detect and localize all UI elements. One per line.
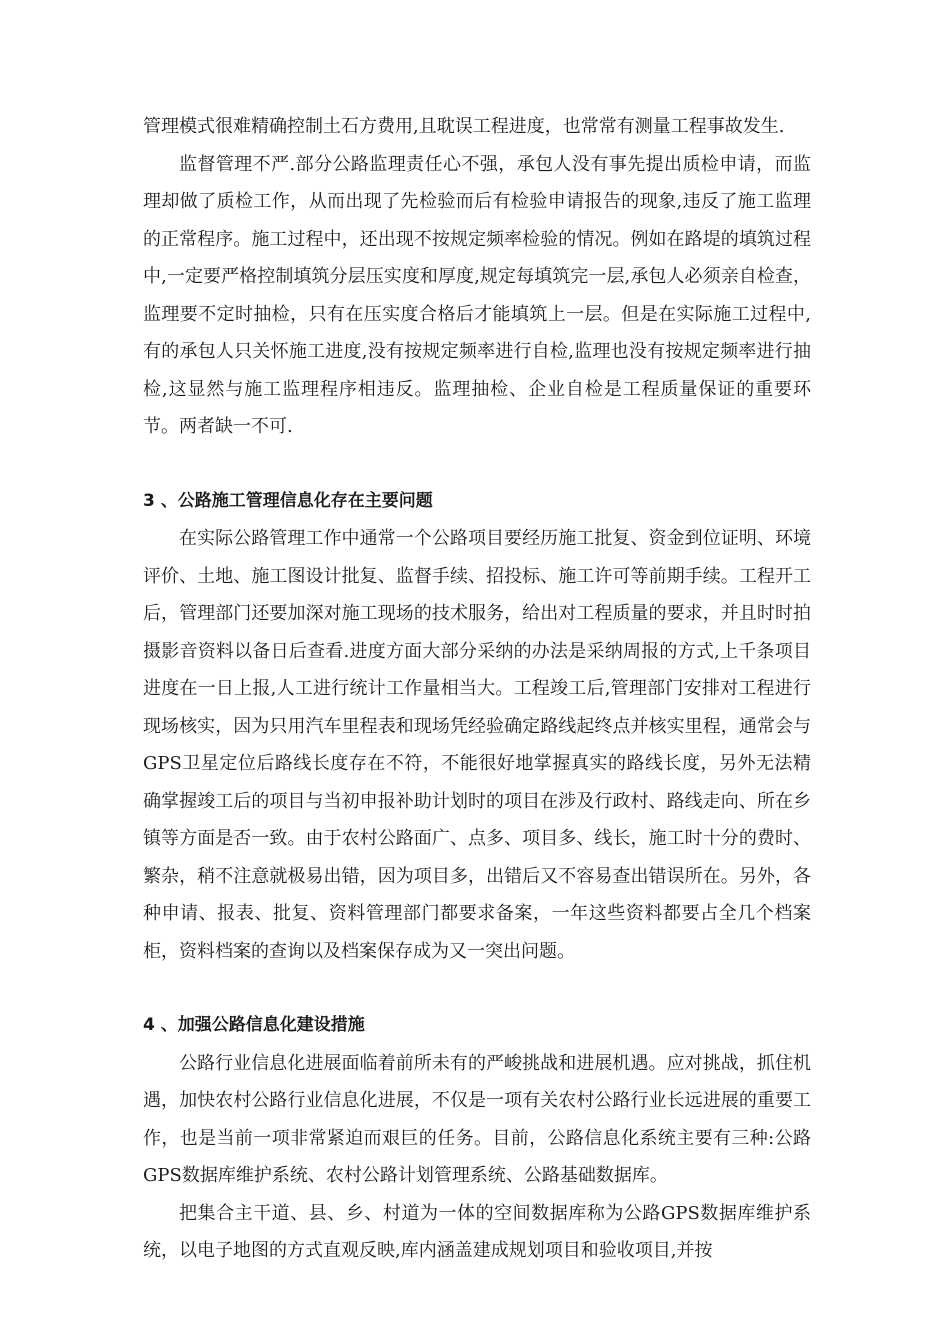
section-spacer	[143, 446, 811, 483]
paragraph-continuation: 管理模式很难精确控制土石方费用,且耽误工程进度，也常常有测量工程事故发生.	[143, 116, 785, 137]
paragraph-supervision: 监督管理不严.部分公路监理责任心不强，承包人没有事先提出质检申请，而监理却做了质检工作，从而出现了先检验而后有检验申请报告的现象,违反了施工监理的正常程序。施工过程中，还出现不按规定频率检验的情况。例如在路堤的填筑过程中,一定要严格控制填筑分层压实度和厚度,规定每填筑完一层,承包人必须亲自检查，监理要不定时抽检，只有在压实度合格后才能填筑上一层。但是在实际施工过程中,有的承包人只关怀施工进度,没有按规定频率进行自检,监理也没有按规定频率进行抽检,这显然与施工监理程序相违反。监理抽检、企业自检是工程质量保证的重要环节。两者缺一不可.	[143, 153, 811, 437]
section-3-paragraph: 在实际公路管理工作中通常一个公路项目要经历施工批复、资金到位证明、环境评价、土地、施工图设计批复、监督手续、招投标、施工许可等前期手续。工程开工后，管理部门还要加深对施工现场的技术服务，给出对工程质量的要求，并且时时拍摄影音资料以备日后查看.进度方面大部分采纳的办法是采纳周报的方式,上千条项目进度在一日上报,人工进行统计工作量相当大。工程竣工后,管理部门安排对工程进行现场核实，因为只用汽车里程表和现场凭经验确定路线起终点并核实里程，通常会与GPS卫星定位后路线长度存在不符，不能很好地掌握真实的路线长度，另外无法精确掌握竣工后的项目与当初申报补助计划时的项目在涉及行政村、路线走向、所在乡镇等方面是否一致。由于农村公路面广、点多、项目多、线长，施工时十分的费时、繁杂，稍不注意就极易出错，因为项目多，出错后又不容易查出错误所在。另外，各种申请、报表、批复、资料管理部门都要求备案，一年这些资料都要占全几个档案柜，资料档案的查询以及档案保存成为又一突出问题。	[143, 528, 811, 962]
section-4-paragraph-2: 把集合主干道、县、乡、村道为一体的空间数据库称为公路GPS数据库维护系统，以电子地图的方式直观反映,库内涵盖建成规划项目和验收项目,并按	[143, 1202, 811, 1261]
section-3-heading: 3 、公路施工管理信息化存在主要问题	[143, 490, 433, 511]
section-4-paragraph-1: 公路行业信息化进展面临着前所未有的严峻挑战和进展机遇。应对挑战，抓住机遇，加快农村公路行业信息化进展，不仅是一项有关农村公路行业长远进展的重要工作，也是当前一项非常紧迫而艰巨的任务。目前，公路信息化系统主要有三种:公路GPS数据库维护系统、农村公路计划管理系统、公路基础数据库。	[143, 1052, 811, 1186]
section-spacer	[143, 970, 811, 1007]
document-body	[143, 108, 811, 1270]
section-4-heading: 4 、加强公路信息化建设措施	[143, 1015, 365, 1035]
